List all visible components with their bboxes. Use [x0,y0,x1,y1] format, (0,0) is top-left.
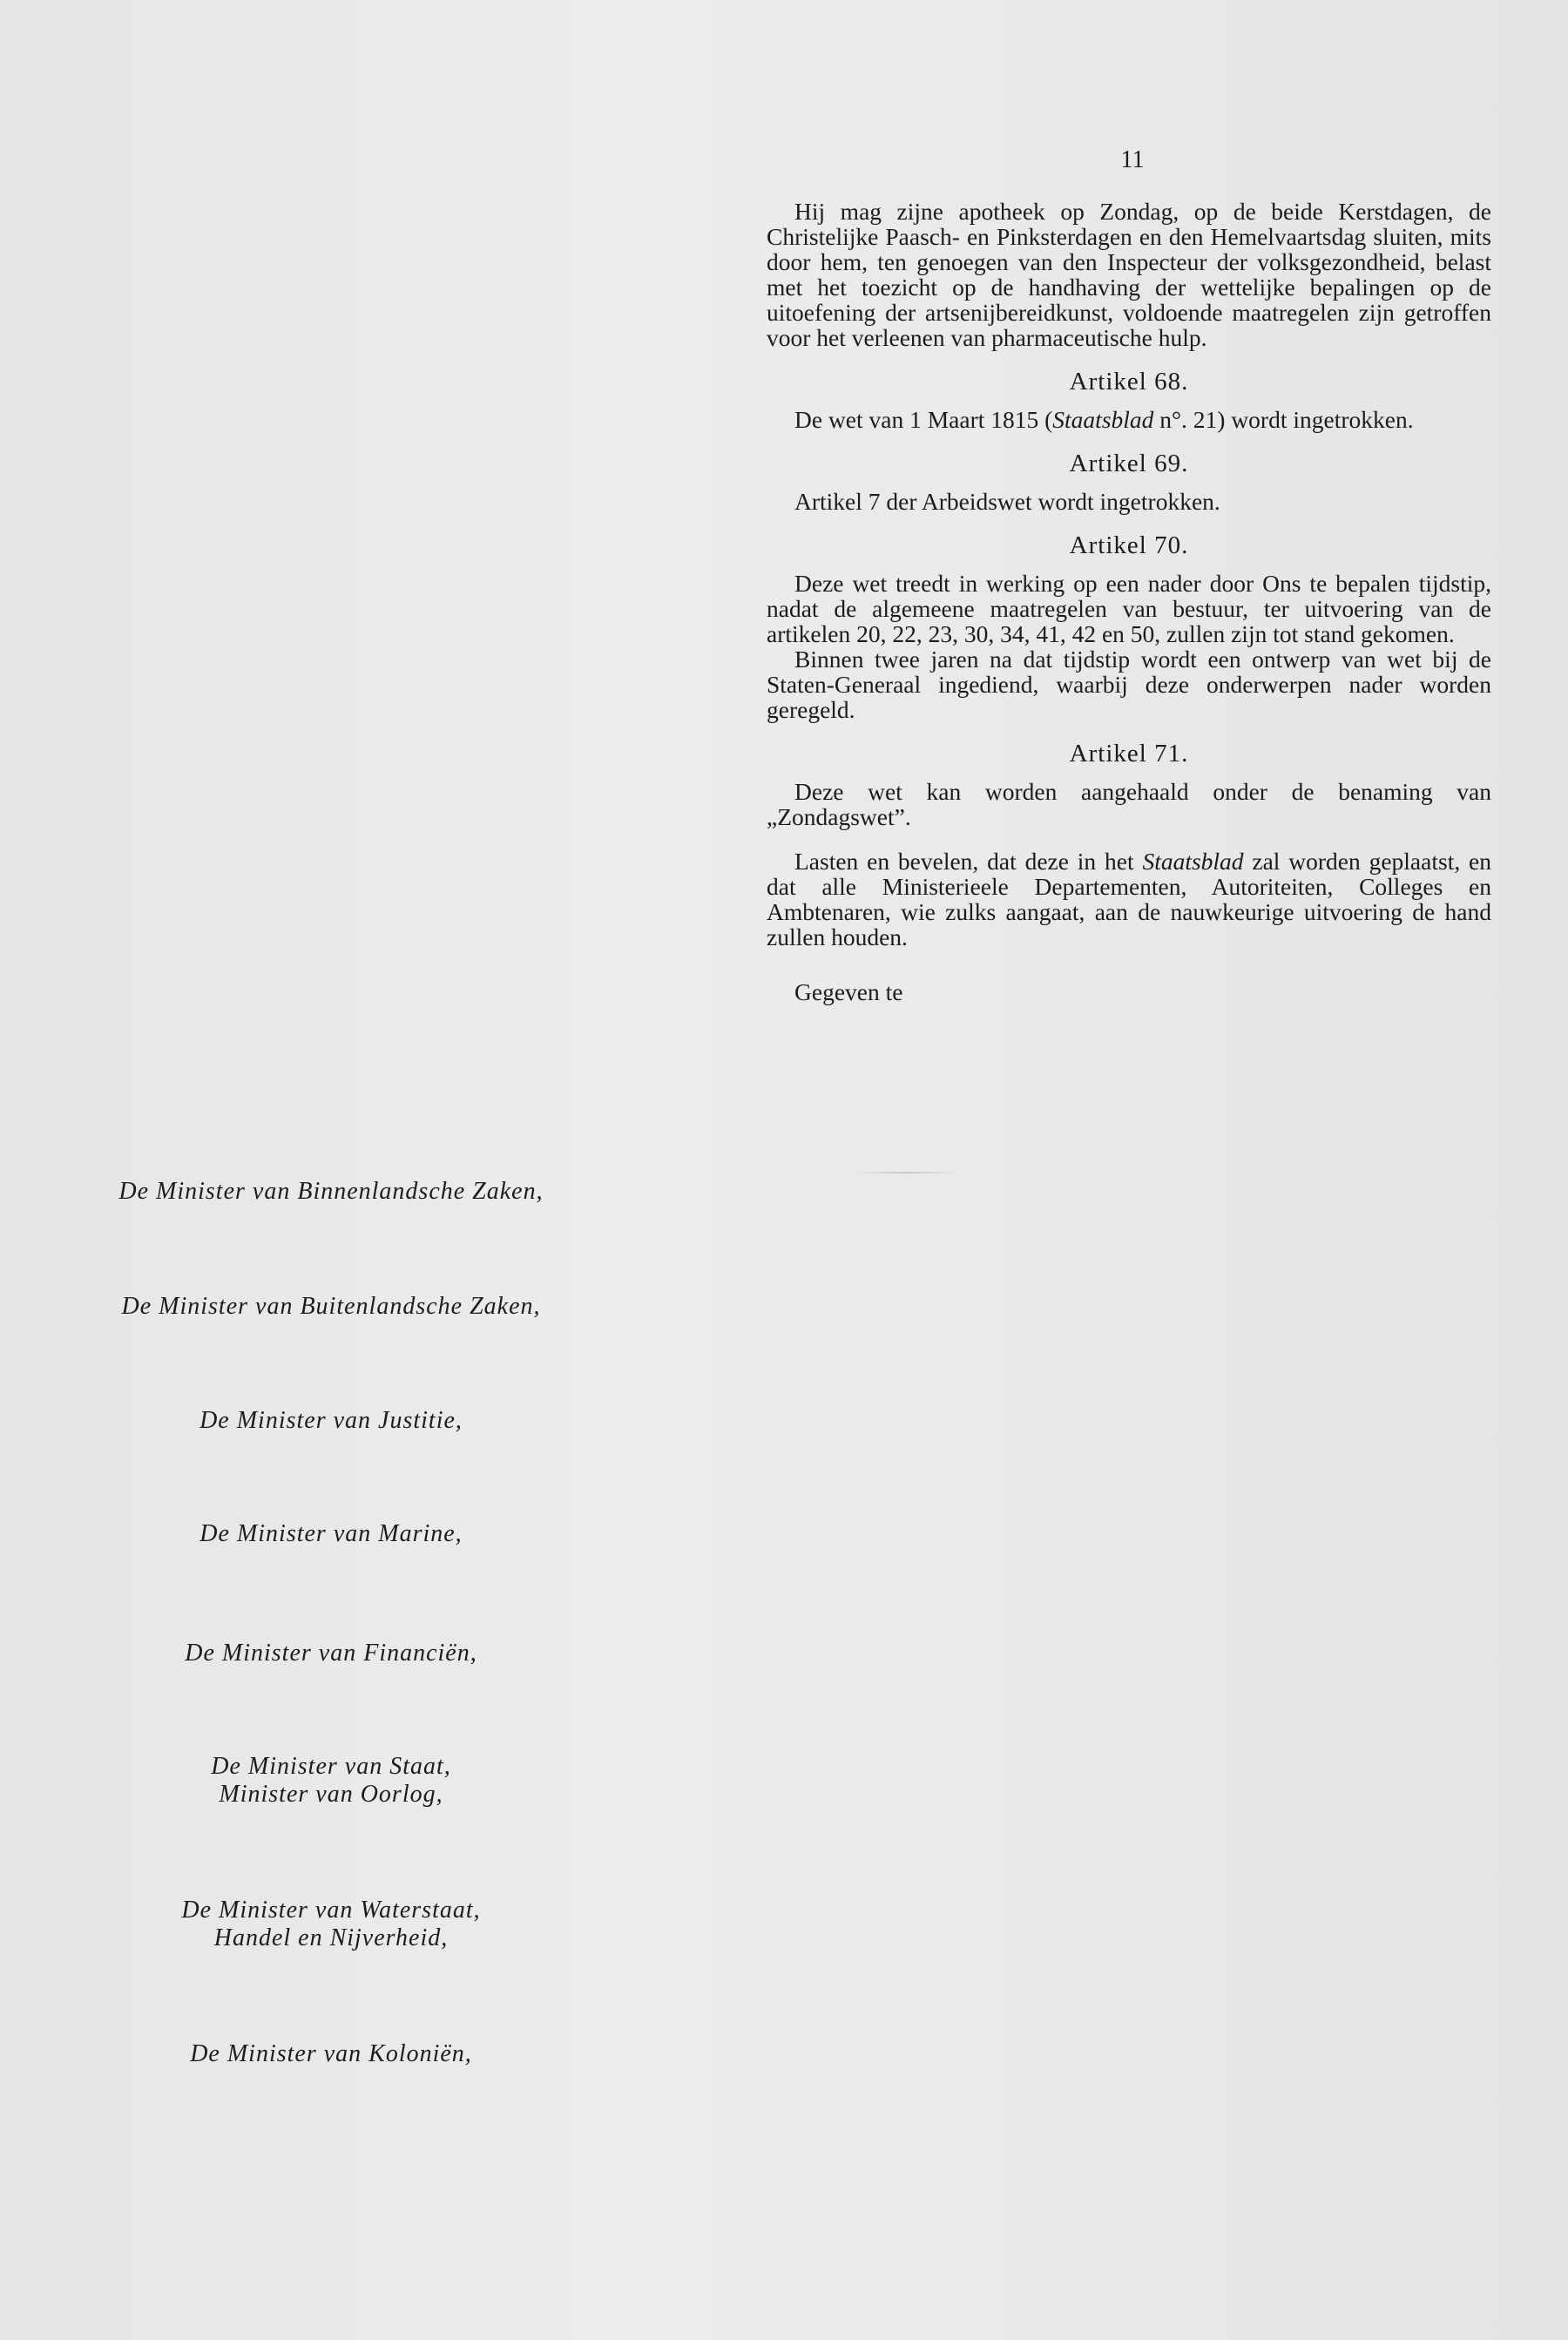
spacer [767,950,1491,979]
signature-waterstaat [78,1897,584,1952]
paragraph-artikel-69: Artikel 7 der Arbeidswet wordt ingetrokken. [794,488,1220,515]
signature-line: De Minister van Marine, [199,1520,463,1547]
paragraph-pharmacy-closing: Hij mag zijne apotheek op Zondag, op de beide Kerstdagen, de Christelijke Paasch- en Pinksterdagen en den Hemelvaartsdag sluiten, mits door hem, ten genoegen van den Inspecteur der volksgezondheid, belast met het toezicht op de handhaving der wettelijke bepalingen op de uitoefening der artsenijbereidkunst, voldoende maatregelen zijn getroffen voor het verleenen van pharmaceutische hulp. [767,198,1491,351]
signature-line: De Minister van Koloniën, [190,2040,472,2067]
paragraph-artikel-68 [767,407,1491,432]
heading-artikel-70: Artikel 70. [1069,531,1189,559]
signature-marine [78,1520,584,1548]
closing-text-post: zal worden geplaatst, en dat alle Ministerieele Departementen, Autoriteiten, Colleges en Ambtenaren, wie zulks aangaat, aan de nauwkeurige uitvoering de hand zullen houden. [767,848,1491,950]
signature-justitie [78,1407,584,1435]
paragraph-given-at: Gegeven te [794,978,903,1005]
body-text-column [767,199,1491,1004]
paragraph-artikel-70-2: Binnen twee jaren na dat tijdstip wordt een ontwerp van wet bij de Staten-Generaal ingediend, waarbij deze onderwerpen nader worden geregeld. [767,646,1491,723]
signature-line: De Minister van Buitenlandsche Zaken, [121,1293,541,1320]
heading-artikel-71: Artikel 71. [1069,740,1189,768]
signature-line: De Minister van Staat, [211,1753,451,1780]
signature-line-2: Handel en Nijverheid, [213,1924,449,1951]
signature-staat-oorlog [78,1753,584,1809]
closing-staatsblad: Staatsblad [1142,848,1244,875]
signature-line: De Minister van Financiën, [185,1640,477,1667]
paragraph-closing [767,849,1491,950]
signature-line: De Minister van Justitie, [199,1407,463,1434]
heading-artikel-69: Artikel 69. [1069,450,1189,477]
signature-line: De Minister van Binnenlandsche Zaken, [118,1178,544,1205]
artikel-68-text-post: n°. 21) wordt ingetrokken. [1153,406,1414,433]
heading-artikel-68: Artikel 68. [1069,368,1189,396]
paragraph-artikel-71: Deze wet kan worden aangehaald onder de benaming van „Zondagswet”. [767,778,1491,830]
paper-fold-mark [854,1172,958,1173]
signature-kolonien [78,2040,584,2068]
signature-line: De Minister van Waterstaat, [181,1897,481,1924]
spacer [767,829,1491,849]
signature-binnenlandsche-zaken [78,1178,584,1206]
paragraph-artikel-70-1: Deze wet treedt in werking op een nader door Ons te bepalen tijdstip, nadat de algemeene maatregelen van bestuur, ter uitvoering van de artikelen 20, 22, 23, 30, 34, 41, 42 en 50, zullen zijn tot stand gekomen. [767,570,1491,647]
signature-buitenlandsche-zaken [78,1293,584,1321]
signature-line-2: Minister van Oorlog, [219,1781,443,1808]
artikel-68-text-pre: De wet van 1 Maart 1815 ( [794,406,1053,433]
artikel-68-staatsblad: Staatsblad [1052,406,1154,433]
signature-financien [78,1640,584,1667]
closing-text-pre: Lasten en bevelen, dat deze in het [794,848,1143,875]
page-number: 11 [1120,146,1145,173]
